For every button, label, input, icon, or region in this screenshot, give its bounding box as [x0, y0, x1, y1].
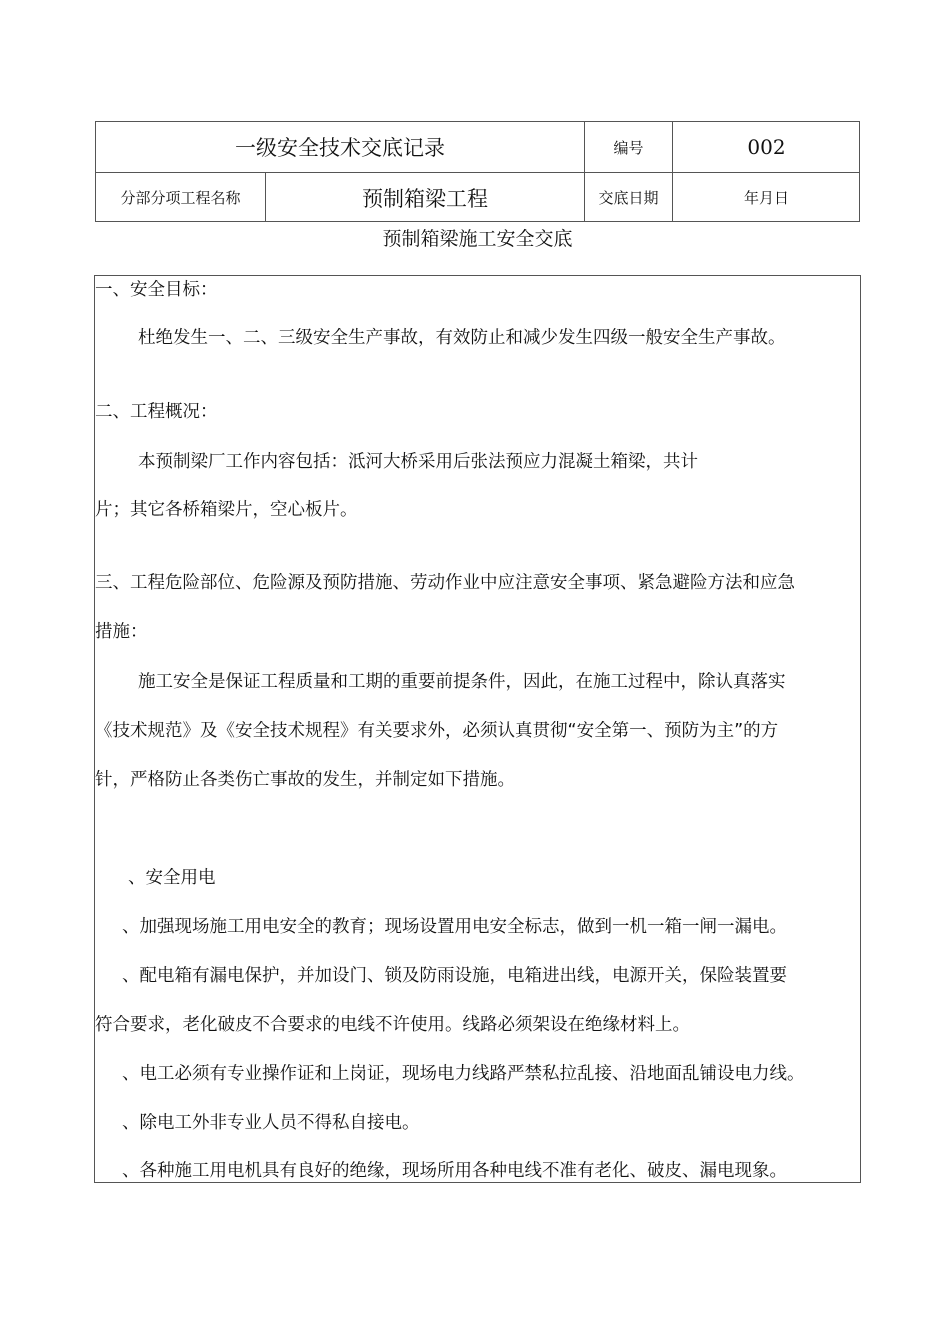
electricity-item-2-line-2: 符合要求，老化破皮不合要求的电线不许使用。线路必须架设在绝缘材料上。 [95, 1015, 690, 1035]
section-3-text-line-2: 《技术规范》及《安全技术规程》有关要求外，必须认真贯彻“安全第一、预防为主”的方 [95, 721, 779, 741]
section-1-text: 杜绝发生一、二、三级安全生产事故，有效防止和减少发生四级一般安全生产事故。 [138, 328, 786, 348]
section-3-text-line-3: 针，严格防止各类伤亡事故的发生，并制定如下措施。 [95, 770, 515, 790]
electricity-item-3: 、电工必须有专业操作证和上岗证，现场电力线路严禁私拉乱接、沿地面乱铺设电力线。 [122, 1064, 805, 1084]
section-3-text-line-1: 施工安全是保证工程质量和工期的重要前提条件，因此，在施工过程中，除认真落实 [138, 672, 786, 692]
section-3-heading-line-1: 三、工程危险部位、危险源及预防措施、劳动作业中应注意安全事项、紧急避险方法和应急 [95, 573, 795, 593]
section-2-text-line-1: 本预制梁厂工作内容包括：泜河大桥采用后张法预应力混凝土箱梁，共计 [138, 452, 698, 472]
project-value: 预制箱梁工程 [362, 186, 488, 211]
section-2-text-line-2: 片；其它各桥箱梁片，空心板片。 [95, 500, 358, 520]
electricity-item-5: 、各种施工用电机具有良好的绝缘，现场所用各种电线不准有老化、破皮、漏电现象。 [122, 1161, 787, 1181]
section-2-heading: 二、工程概况： [95, 402, 218, 422]
electricity-item-1: 、加强现场施工用电安全的教育；现场设置用电安全标志，做到一机一箱一闸一漏电。 [122, 917, 787, 937]
electricity-heading: 、安全用电 [128, 868, 216, 888]
number-value: 002 [747, 135, 786, 159]
header-table [95, 121, 860, 222]
section-3-heading-line-2: 措施： [95, 622, 148, 642]
number-label: 编号 [613, 138, 644, 157]
date-label: 交底日期 [598, 189, 659, 207]
section-1-heading: 一、安全目标： [95, 280, 218, 300]
project-label: 分部分项工程名称 [120, 189, 241, 207]
document-subtitle: 预制箱梁施工安全交底 [382, 228, 573, 250]
electricity-item-4: 、除电工外非专业人员不得私自接电。 [122, 1113, 420, 1133]
electricity-item-2-line-1: 、配电箱有漏电保护，并加设门、锁及防雨设施，电箱进出线，电源开关，保险装置要 [122, 966, 787, 986]
record-title: 一级安全技术交底记录 [235, 136, 445, 160]
date-value: 年月日 [743, 189, 789, 207]
